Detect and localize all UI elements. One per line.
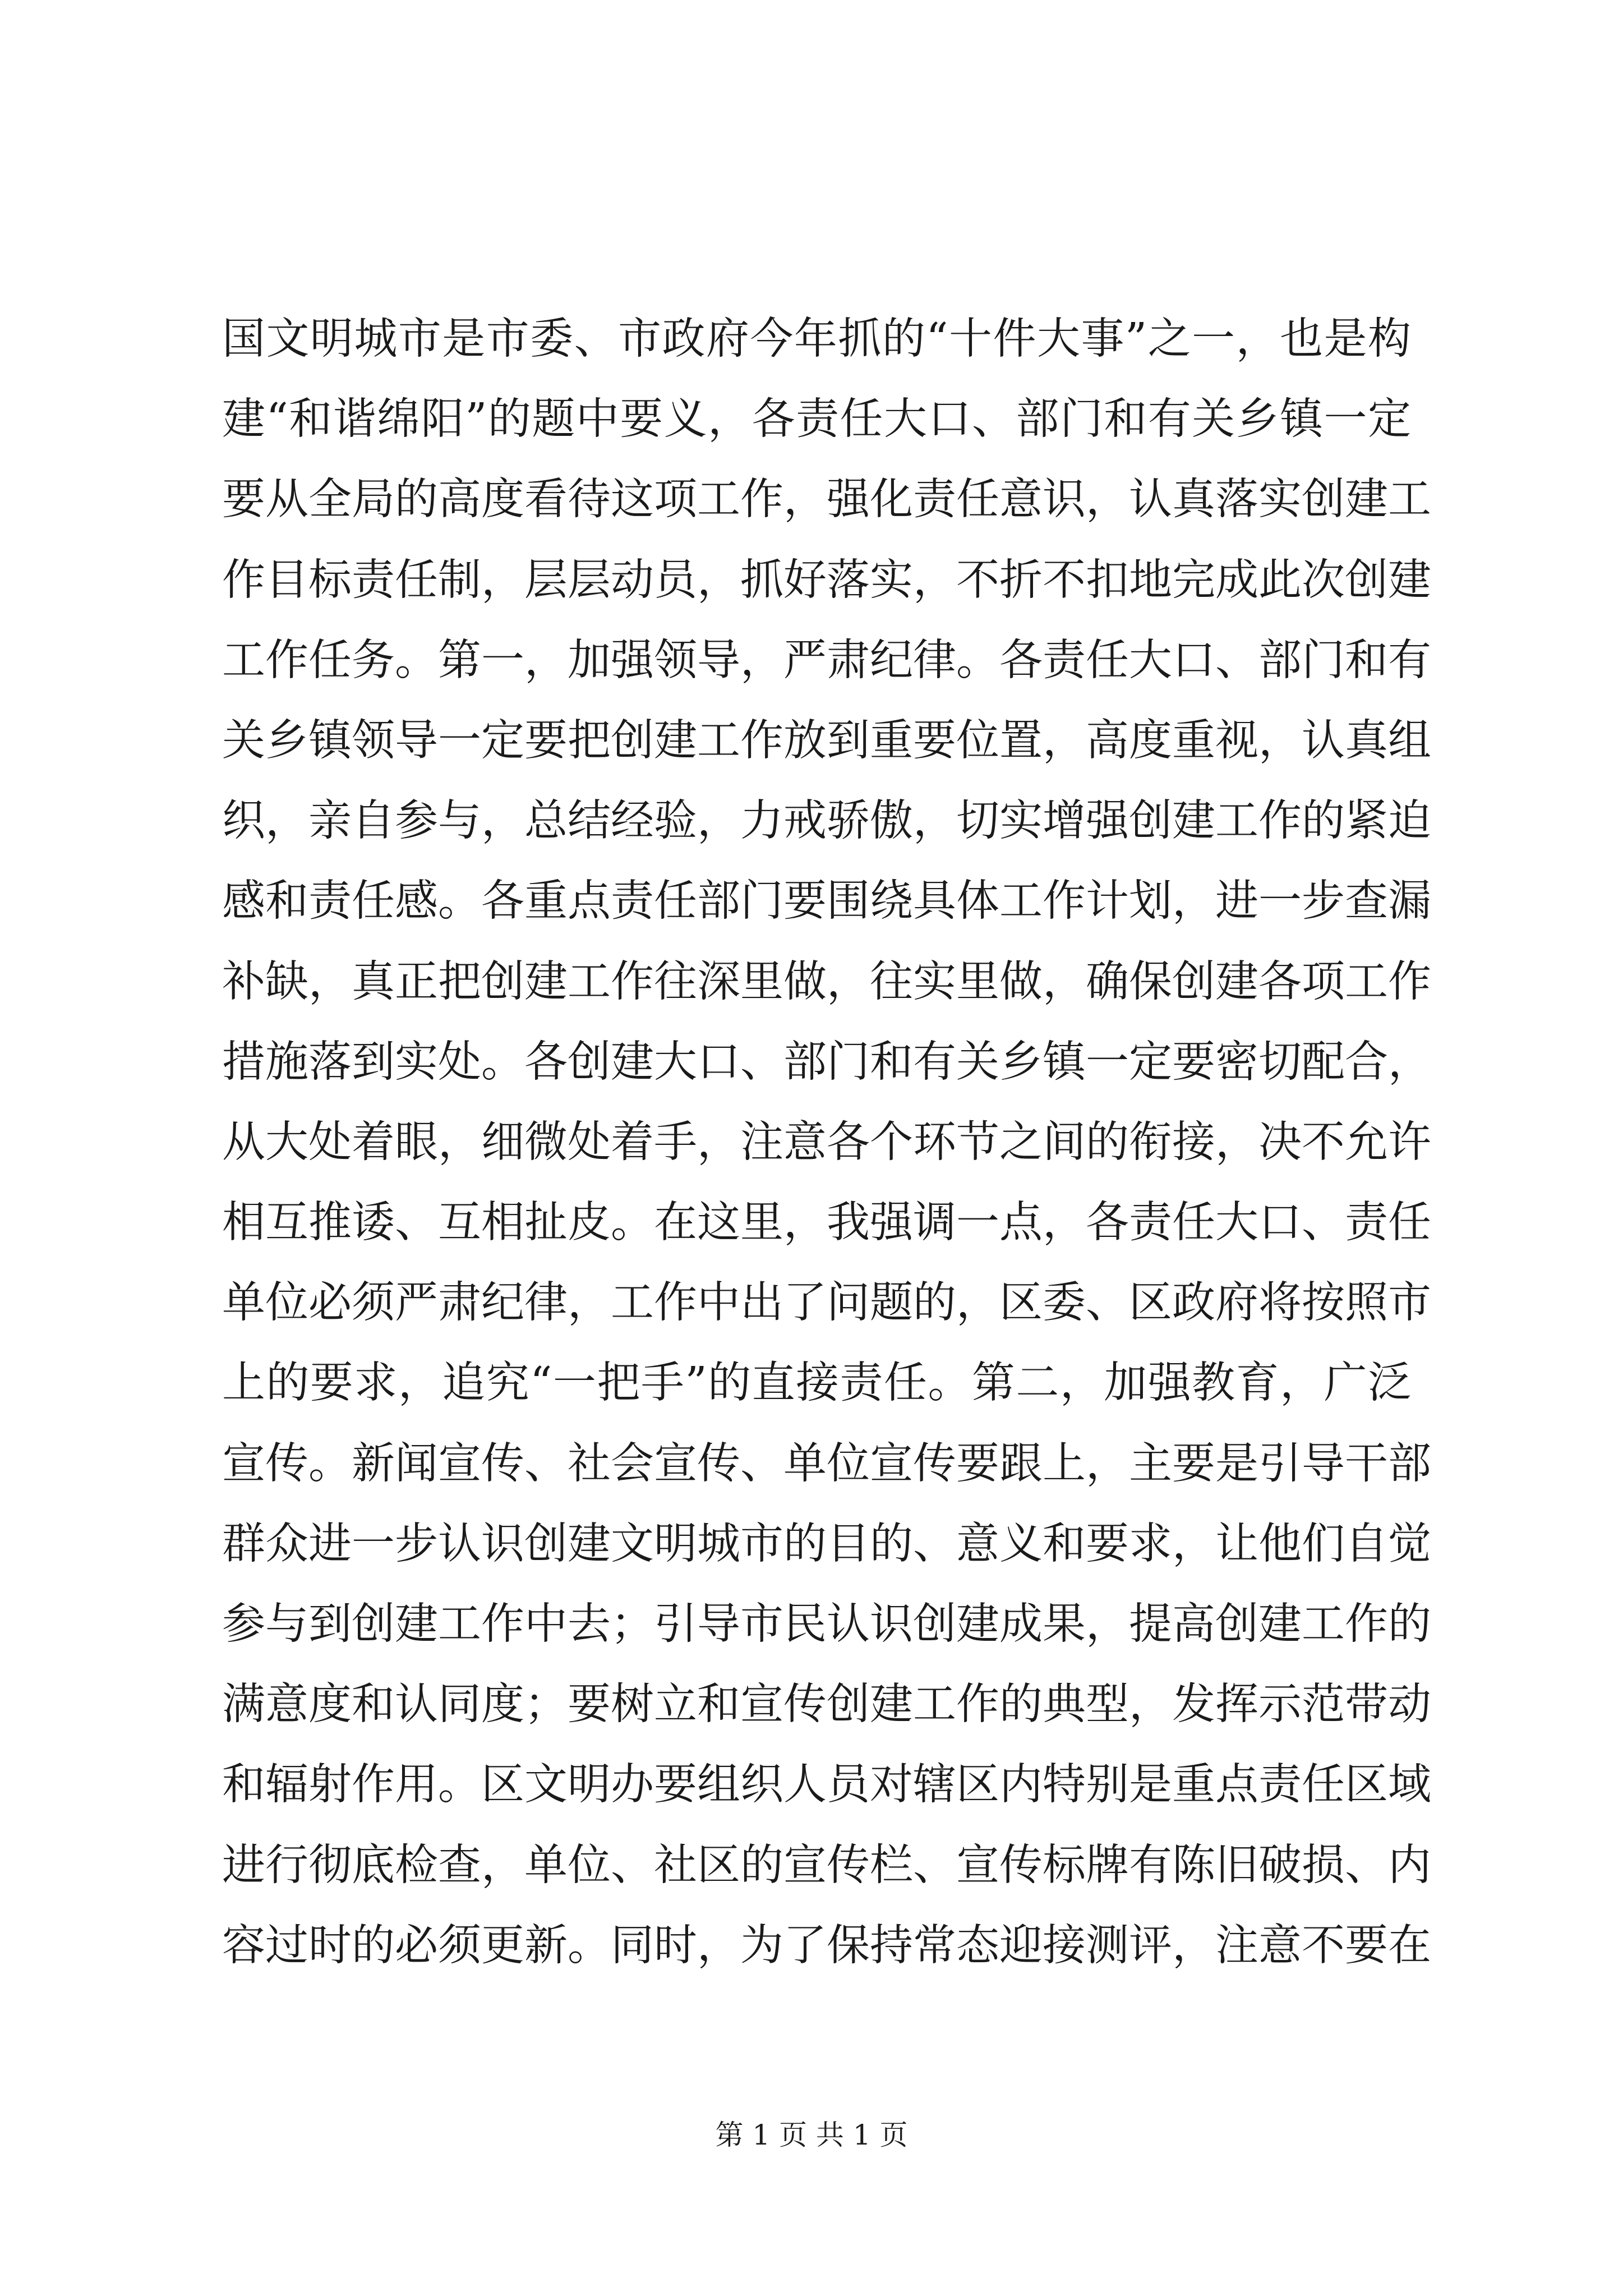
text-line: 单位必须严肃纪律，工作中出了问题的，区委、区政府将按照市 xyxy=(222,1278,1431,1328)
text-line: 感和责任感。各重点责任部门要围绕具体工作计划，进一步查漏 xyxy=(222,876,1431,927)
text-line: 参与到创建工作中去；引导市民认识创建成果，提高创建工作的 xyxy=(222,1599,1431,1649)
text-line: 容过时的必须更新。同时，为了保持常态迎接测评，注意不要在 xyxy=(222,1920,1431,1971)
body-text xyxy=(222,299,1431,1986)
text-line: 宣传。新闻宣传、社会宣传、单位宣传要跟上，主要是引导干部 xyxy=(222,1438,1431,1489)
text-line: 工作任务。第一，加强领导，严肃纪律。各责任大口、部门和有 xyxy=(222,635,1431,685)
text-line: 上的要求，追究“一把手”的直接责任。第二，加强教育，广泛 xyxy=(222,1358,1411,1409)
text-line: 措施落到实处。各创建大口、部门和有关乡镇一定要密切配合， xyxy=(222,1037,1431,1087)
text-line: 建“和谐绵阳”的题中要义，各责任大口、部门和有关乡镇一定 xyxy=(222,394,1411,445)
text-line: 从大处着眼，细微处着手，注意各个环节之间的衔接，决不允许 xyxy=(222,1117,1431,1167)
page-footer: 第 1 页 共 1 页 xyxy=(715,2119,908,2151)
text-line: 织，亲自参与，总结经验，力戒骄傲，切实增强创建工作的紧迫 xyxy=(222,796,1431,846)
text-line: 满意度和认同度；要树立和宣传创建工作的典型，发挥示范带动 xyxy=(222,1680,1431,1730)
text-line: 要从全局的高度看待这项工作，强化责任意识，认真落实创建工 xyxy=(222,475,1431,525)
text-line: 群众进一步认识创建文明城市的目的、意义和要求，让他们自觉 xyxy=(222,1519,1431,1569)
text-line: 进行彻底检查，单位、社区的宣传栏、宣传标牌有陈旧破损、内 xyxy=(222,1840,1431,1890)
text-line: 和辐射作用。区文明办要组织人员对辖区内特别是重点责任区域 xyxy=(222,1760,1431,1810)
text-line: 作目标责任制，层层动员，抓好落实，不折不扣地完成此次创建 xyxy=(222,555,1431,605)
text-line: 相互推诿、互相扯皮。在这里，我强调一点，各责任大口、责任 xyxy=(222,1198,1431,1248)
text-line: 关乡镇领导一定要把创建工作放到重要位置，高度重视，认真组 xyxy=(222,715,1431,766)
text-line: 补缺，真正把创建工作往深里做，往实里做，确保创建各项工作 xyxy=(222,956,1431,1007)
text-line: 国文明城市是市委、市政府今年抓的“十件大事”之一，也是构 xyxy=(222,314,1411,364)
